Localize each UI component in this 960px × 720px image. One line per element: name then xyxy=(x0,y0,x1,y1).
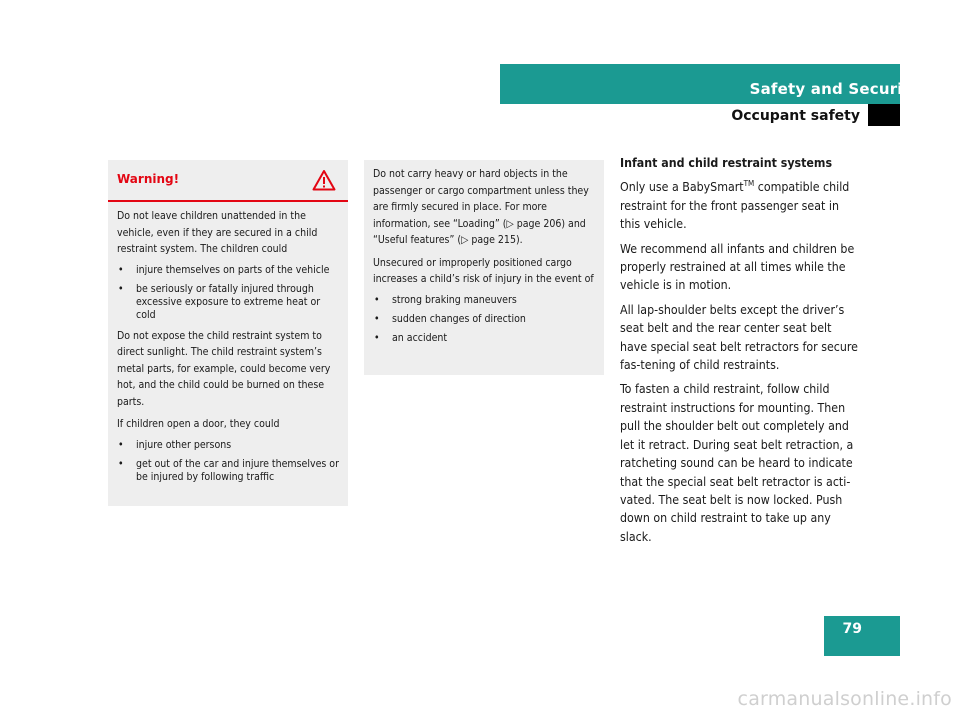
list-item: • sudden changes of direction xyxy=(374,312,526,325)
watermark-text: carmanualsonline.info xyxy=(737,688,952,710)
cargo-note-box xyxy=(364,160,604,375)
warning-box xyxy=(108,160,348,506)
cargo-note-paragraph: Do not carry heavy or hard objects in the passenger or cargo compartment unless they are firmly secured in place. For more information, see “Loading” (▷ page 206) and “Useful features” (▷ page 215). xyxy=(373,168,589,246)
main-paragraph: To fasten a child restraint, follow child restraint instructions for mounting. Then pull the shoulder belt out completely and let it retract. During seat belt retraction, a ratcheting sound can be heard to indicate that the special seat belt retractor is acti-vated. The seat belt is now locked. Push down on child restraint to take up any slack. xyxy=(620,382,854,544)
bullet-icon: • xyxy=(118,438,124,451)
warning-triangle-icon xyxy=(312,169,336,191)
warning-paragraph: Do not expose the child restraint system to direct sunlight. The child restraint system’s metal parts, for example, could become very hot, and the child could be burned on these parts. xyxy=(117,329,331,408)
warning-intro: Do not leave children unattended in the vehicle, even if they are secured in a child restraint system. The children could xyxy=(117,210,318,255)
warning-bullet-list-2 xyxy=(117,439,339,484)
section-title: Safety and Security xyxy=(749,80,920,98)
bullet-icon: • xyxy=(118,457,124,470)
list-item: • get out of the car and injure themselves or be injured by following traffic xyxy=(118,457,339,483)
subsection-title: Occupant safety xyxy=(731,108,860,124)
list-item: • an accident xyxy=(374,331,448,344)
warning-paragraph: If children open a door, they could xyxy=(117,418,280,430)
main-column xyxy=(620,154,860,552)
page-reference-icon: ▷ xyxy=(506,217,514,230)
cargo-note-paragraph: Unsecured or improperly positioned cargo increases a child’s risk of injury in the event of xyxy=(373,256,594,285)
page-reference-link[interactable]: page 206 xyxy=(516,217,562,230)
warning-bullet-list-1 xyxy=(117,264,339,322)
page-reference-link[interactable]: page 215 xyxy=(471,234,516,246)
list-item: • strong braking maneuvers xyxy=(374,293,517,306)
warning-header xyxy=(108,160,348,202)
list-item: • be seriously or fatally injured through excessive exposure to extreme heat or cold xyxy=(118,282,321,321)
list-item: • injure themselves on parts of the vehicle xyxy=(118,263,330,276)
bullet-icon: • xyxy=(118,263,124,276)
main-heading: Infant and child restraint systems xyxy=(620,156,833,170)
main-paragraph: We recommend all infants and children be properly restrained at all times while the vehicle is in motion. xyxy=(620,241,855,293)
section-marker xyxy=(868,104,900,126)
cargo-bullet-list xyxy=(373,294,595,345)
page-number-box xyxy=(824,616,900,656)
bullet-icon: • xyxy=(118,282,124,295)
main-paragraph: All lap-shoulder belts except the driver’s seat belt and the rear center seat belt have special seat belt retractors for secure fas-tening of child restraints. xyxy=(620,302,858,373)
page-reference-icon: ▷ xyxy=(461,234,469,246)
warning-title: Warning! xyxy=(117,172,180,186)
bullet-icon: • xyxy=(374,312,380,325)
list-item: • injure other persons xyxy=(118,438,232,451)
page-number: 79 xyxy=(842,621,862,637)
bullet-icon: • xyxy=(374,331,380,344)
bullet-icon: • xyxy=(374,293,380,306)
main-paragraph: Only use a BabySmart™ compatible child restraint for the front passenger seat in this vehicle. xyxy=(620,179,850,232)
trademark-superscript: TM xyxy=(743,179,755,189)
